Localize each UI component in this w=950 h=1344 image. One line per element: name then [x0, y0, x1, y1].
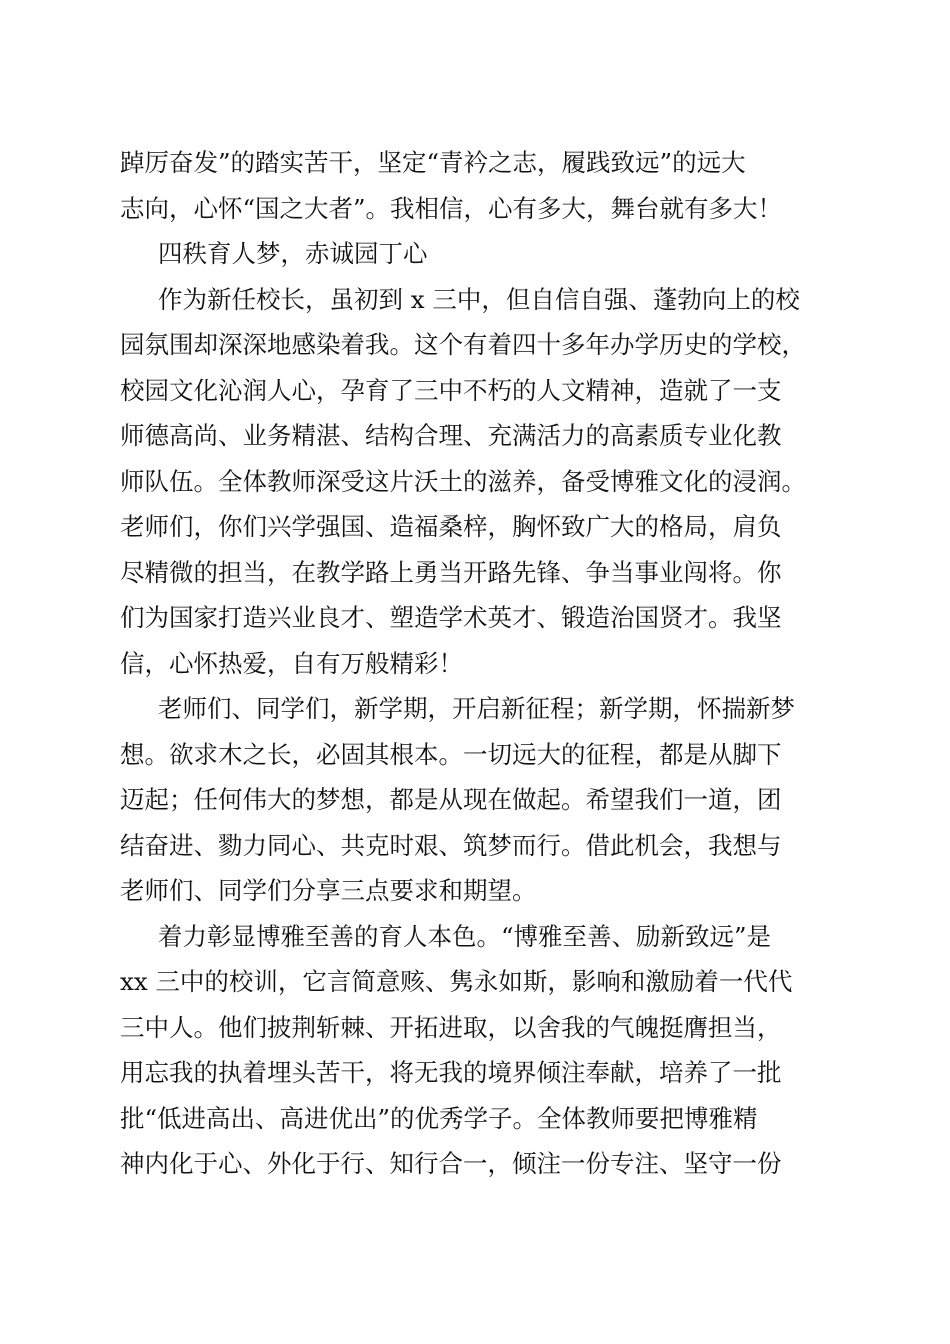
text-line-1: 踔厉奋发”的踏实苦干，坚定“青衿之志，履践致远”的远大 [120, 148, 746, 177]
text-line-15: 迈起；任何伟大的梦想，都是从现在做起。希望我们一道，团 [120, 785, 782, 814]
text-line-12: 信，心怀热爱，自有万般精彩！ [120, 649, 463, 678]
text-line-9: 老师们，你们兴学强国、造福桑梓，胸怀致广大的格局，肩负 [120, 512, 782, 541]
text-line-7: 师德高尚、业务精湛、结构合理、充满活力的高素质专业化教 [120, 421, 782, 450]
text-line-8: 师队伍。全体教师深受这片沃土的滋养，备受博雅文化的浸润。 [120, 467, 806, 496]
text-line-10: 尽精微的担当，在教学路上勇当开路先锋、争当事业闯将。你 [120, 558, 782, 587]
text-line-13: 老师们、同学们，新学期，开启新征程；新学期，怀揣新梦 [158, 694, 795, 723]
text-line-5: 园氛围却深深地感染着我。这个有着四十多年办学历史的学校， [120, 330, 806, 359]
text-line-14: 想。欲求木之长，必固其根本。一切远大的征程，都是从脚下 [120, 740, 782, 769]
text-line-19: xx 三中的校训，它言简意赅、隽永如斯，影响和激励着一代代 [120, 967, 793, 996]
text-line-11: 们为国家打造兴业良才、塑造学术英才、锻造治国贤才。我坚 [120, 603, 782, 632]
text-line-22: 批“低进高出、高进优出”的优秀学子。全体教师要把博雅精 [120, 1104, 758, 1133]
text-line-17: 老师们、同学们分享三点要求和期望。 [120, 876, 537, 905]
text-line-20: 三中人。他们披荆斩棘、开拓进取，以舍我的气魄挺膺担当， [120, 1013, 782, 1042]
text-line-16: 结奋进、勠力同心、共克时艰、筑梦而行。借此机会，我想与 [120, 831, 782, 860]
text-line-23: 神内化于心、外化于行、知行合一，倾注一份专注、坚守一份 [120, 1149, 782, 1178]
text-line-6: 校园文化沁润人心，孕育了三中不朽的人文精神，造就了一支 [120, 376, 782, 405]
text-line-18: 着力彰显博雅至善的育人本色。“博雅至善、励新致远”是 [158, 922, 772, 951]
section-heading: 四秩育人梦，赤诚园丁心 [158, 239, 428, 268]
text-line-2: 志向，心怀“国之大者”。我相信，心有多大，舞台就有多大！ [120, 194, 783, 223]
text-line-4: 作为新任校长，虽初到 x 三中，但自信自强、蓬勃向上的校 [158, 285, 800, 314]
text-line-21: 用忘我的执着埋头苦干，将无我的境界倾注奉献，培养了一批 [120, 1058, 782, 1087]
